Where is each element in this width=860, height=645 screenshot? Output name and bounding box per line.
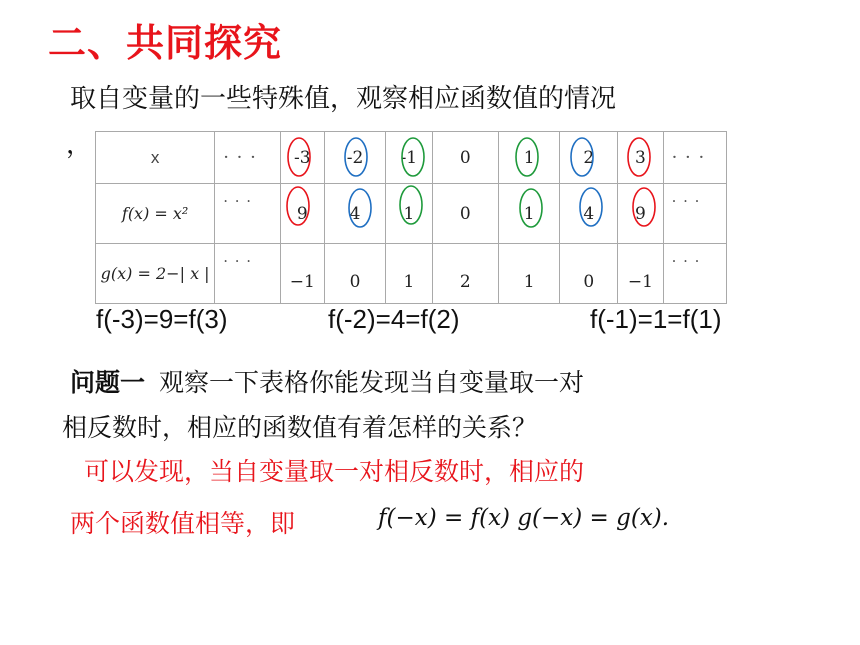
- x-cell: -2: [324, 132, 385, 184]
- g-cell: −1: [627, 271, 653, 292]
- question-line-1: [70, 363, 584, 399]
- answer-line-1: 可以发现，当自变量取一对相反数时，相应的: [84, 457, 585, 486]
- f-cell: 0: [432, 184, 498, 244]
- f-cell: 9: [280, 184, 324, 244]
- table-row-f: [96, 184, 727, 244]
- question-line-2: 相反数时，相应的函数值有着怎样的关系？: [62, 413, 538, 442]
- dots-cell: · · ·: [215, 244, 280, 304]
- f-cell: 1: [499, 184, 560, 244]
- g-cell: −1: [289, 271, 315, 292]
- header-x: x: [96, 132, 215, 184]
- equality-3: f(-1)=1=f(1): [590, 304, 722, 334]
- f-cell: 4: [324, 184, 385, 244]
- g-cell: 1: [523, 271, 535, 292]
- equality-2: f(-2)=4=f(2): [328, 304, 460, 334]
- x-cell: -1: [386, 132, 432, 184]
- x-cell: 0: [432, 132, 498, 184]
- f-cell: 4: [560, 184, 618, 244]
- table-row-g: [96, 244, 727, 304]
- equality-1: f(-3)=9=f(3): [96, 304, 228, 334]
- f-label: f(x) = x²: [96, 184, 215, 244]
- g-cell: 1: [403, 271, 415, 292]
- g-cell: 0: [349, 271, 361, 292]
- answer-line-2: 两个函数值相等，即: [70, 509, 296, 538]
- dots-cell: · · ·: [663, 244, 726, 304]
- intro-text: 取自变量的一些特殊值，观察相应函数值的情况: [70, 84, 617, 114]
- f-cell: 1: [386, 184, 432, 244]
- x-cell: 1: [499, 132, 560, 184]
- question-text-1: 观察一下表格你能发现当自变量取一对: [159, 368, 585, 397]
- answer-formula: f(−x) = f(x) g(−x) = g(x).: [378, 505, 670, 531]
- dots-cell: · · ·: [663, 184, 726, 244]
- dots-cell: · · ·: [215, 184, 280, 244]
- x-cell: 2: [560, 132, 618, 184]
- dots-cell: · · ·: [215, 132, 280, 184]
- g-cell: 2: [459, 271, 471, 292]
- x-cell: -3: [280, 132, 324, 184]
- section-title: 二、共同探究: [48, 21, 283, 65]
- question-tag: 问题一: [70, 368, 146, 397]
- values-table: [95, 131, 727, 304]
- x-cell: 3: [618, 132, 663, 184]
- dots-cell: · · ·: [663, 132, 726, 184]
- g-label: g(x) = 2−| x |: [96, 244, 215, 304]
- table-row-x: [96, 132, 727, 184]
- f-cell: 9: [618, 184, 663, 244]
- g-cell: 0: [583, 271, 595, 292]
- intro-comma: ，: [66, 130, 93, 160]
